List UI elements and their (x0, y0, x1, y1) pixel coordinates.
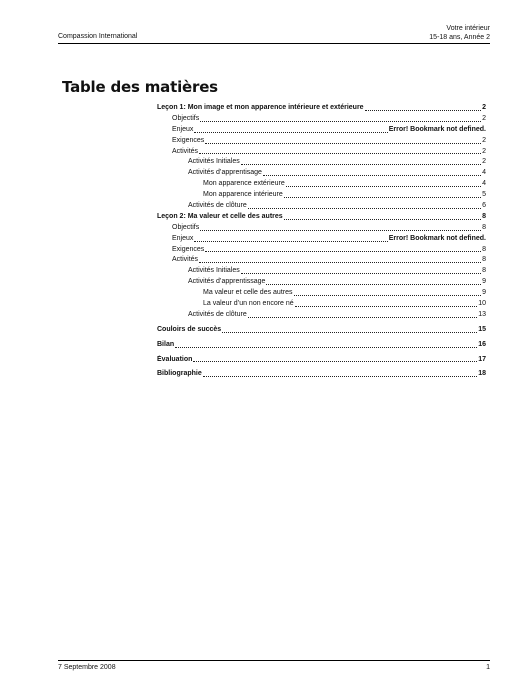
toc-entry-label: Ma valeur et celle des autres (203, 289, 293, 297)
toc-leader-dots (199, 153, 481, 154)
header-course-title: Votre intérieur (446, 25, 490, 32)
toc-leader-dots (200, 121, 481, 122)
header-course-level: 15-18 ans, Année 2 (429, 34, 490, 41)
toc-entry-page: 2 (482, 158, 486, 166)
toc-entry-label: Activités Initiales (188, 158, 240, 166)
table-of-contents (157, 103, 486, 380)
header-course-info (429, 24, 490, 42)
toc-entry[interactable] (157, 179, 486, 190)
toc-entry-page: 9 (482, 289, 486, 297)
toc-entry-label: Couloirs de succès (157, 325, 222, 333)
toc-leader-dots (295, 306, 478, 307)
toc-entry-label: Leçon 2: Ma valeur et celle des autres (157, 212, 283, 220)
toc-leader-dots (205, 251, 481, 252)
footer-date: 7 Septembre 2008 (58, 664, 116, 671)
toc-entry[interactable] (157, 325, 486, 336)
toc-entry[interactable] (157, 310, 486, 321)
toc-entry[interactable] (157, 212, 486, 223)
toc-entry-page: 2 (482, 114, 486, 122)
toc-entry[interactable] (157, 157, 486, 168)
toc-entry-label: Objectifs (172, 114, 200, 122)
toc-entry-page: 10 (478, 300, 486, 308)
toc-entry-label: La valeur d’un non encore né (203, 300, 294, 308)
footer-rule (58, 660, 490, 661)
toc-entry-label: Activités d’apprentisage (188, 169, 262, 177)
toc-leader-dots (175, 347, 477, 348)
toc-entry[interactable] (157, 201, 486, 212)
toc-entry[interactable] (157, 168, 486, 179)
toc-leader-dots (200, 230, 481, 231)
toc-entry-page: 4 (482, 169, 486, 177)
toc-entry-page: 8 (482, 256, 486, 264)
toc-entry-page: 2 (482, 104, 486, 111)
toc-entry[interactable] (157, 147, 486, 158)
toc-leader-dots (266, 284, 481, 285)
toc-entry-label: Activités d’apprentissage (188, 278, 266, 286)
toc-leader-dots (241, 273, 481, 274)
toc-entry-error: Error! Bookmark not defined. (388, 125, 486, 133)
toc-leader-dots (248, 317, 477, 318)
toc-entry-page: 6 (482, 202, 486, 210)
toc-entry-page: 13 (478, 310, 486, 318)
toc-entry-page: 9 (482, 278, 486, 286)
toc-leader-dots (194, 132, 387, 133)
toc-entry-label: Activités (172, 256, 199, 264)
toc-entry[interactable] (157, 234, 486, 245)
toc-entry-page: 8 (482, 212, 486, 220)
toc-leader-dots (248, 208, 481, 209)
toc-entry-label: Activités (172, 147, 199, 155)
toc-entry-page: 5 (482, 191, 486, 199)
toc-entry-label: Enjeux (172, 234, 194, 242)
toc-entry-label: Activités Initiales (188, 267, 240, 275)
toc-entry-page: 8 (482, 223, 486, 231)
toc-entry[interactable] (157, 103, 486, 114)
toc-entry[interactable] (157, 266, 486, 277)
toc-entry[interactable] (157, 114, 486, 125)
toc-entry[interactable] (157, 288, 486, 299)
toc-entry-page: 15 (478, 325, 486, 333)
toc-entry-page: 2 (482, 147, 486, 155)
toc-leader-dots (286, 186, 481, 187)
toc-leader-dots (294, 295, 482, 296)
toc-entry[interactable] (157, 369, 486, 380)
toc-entry-error: Error! Bookmark not defined. (388, 234, 486, 242)
toc-entry[interactable] (157, 136, 486, 147)
toc-leader-dots (199, 262, 481, 263)
header-organization: Compassion International (58, 33, 138, 40)
toc-entry[interactable] (157, 277, 486, 288)
toc-entry-label: Leçon 1: Mon image et mon apparence intérieure et extérieure (157, 104, 364, 111)
toc-entry[interactable] (157, 355, 486, 366)
toc-entry-page: 4 (482, 180, 486, 188)
toc-entry[interactable] (157, 190, 486, 201)
toc-entry-label: Mon apparence intérieure (203, 191, 283, 199)
toc-entry-label: Évaluation (157, 355, 193, 363)
toc-leader-dots (193, 361, 477, 362)
toc-leader-dots (222, 332, 477, 333)
toc-entry-label: Mon apparence extérieure (203, 180, 285, 188)
toc-entry-page: 8 (482, 245, 486, 253)
toc-entry[interactable] (157, 245, 486, 256)
toc-leader-dots (194, 241, 387, 242)
toc-entry-label: Objectifs (172, 223, 200, 231)
toc-entry[interactable] (157, 125, 486, 136)
footer-page-number: 1 (486, 664, 490, 671)
toc-entry-label: Exigences (172, 245, 205, 253)
page-title: Table des matières (62, 78, 218, 96)
toc-entry-label: Bibliographie (157, 370, 202, 378)
toc-entry-label: Enjeux (172, 125, 194, 133)
toc-entry[interactable] (157, 223, 486, 234)
toc-leader-dots (241, 164, 481, 165)
toc-entry-label: Activités de clôture (188, 310, 247, 318)
toc-entry-page: 16 (478, 340, 486, 348)
toc-entry[interactable] (157, 299, 486, 310)
toc-entry-page: 18 (478, 370, 486, 378)
toc-leader-dots (205, 143, 481, 144)
toc-entry[interactable] (157, 255, 486, 266)
toc-leader-dots (284, 219, 481, 220)
toc-entry-page: 8 (482, 267, 486, 275)
toc-leader-dots (203, 376, 477, 377)
toc-entry[interactable] (157, 340, 486, 351)
toc-entry-page: 2 (482, 136, 486, 144)
toc-leader-dots (284, 197, 481, 198)
toc-entry-page: 17 (478, 355, 486, 363)
toc-entry-label: Bilan (157, 340, 175, 348)
toc-entry-label: Activités de clôture (188, 202, 247, 210)
toc-entry-label: Exigences (172, 136, 205, 144)
toc-leader-dots (263, 175, 481, 176)
header-rule (58, 43, 490, 44)
toc-leader-dots (365, 110, 482, 111)
